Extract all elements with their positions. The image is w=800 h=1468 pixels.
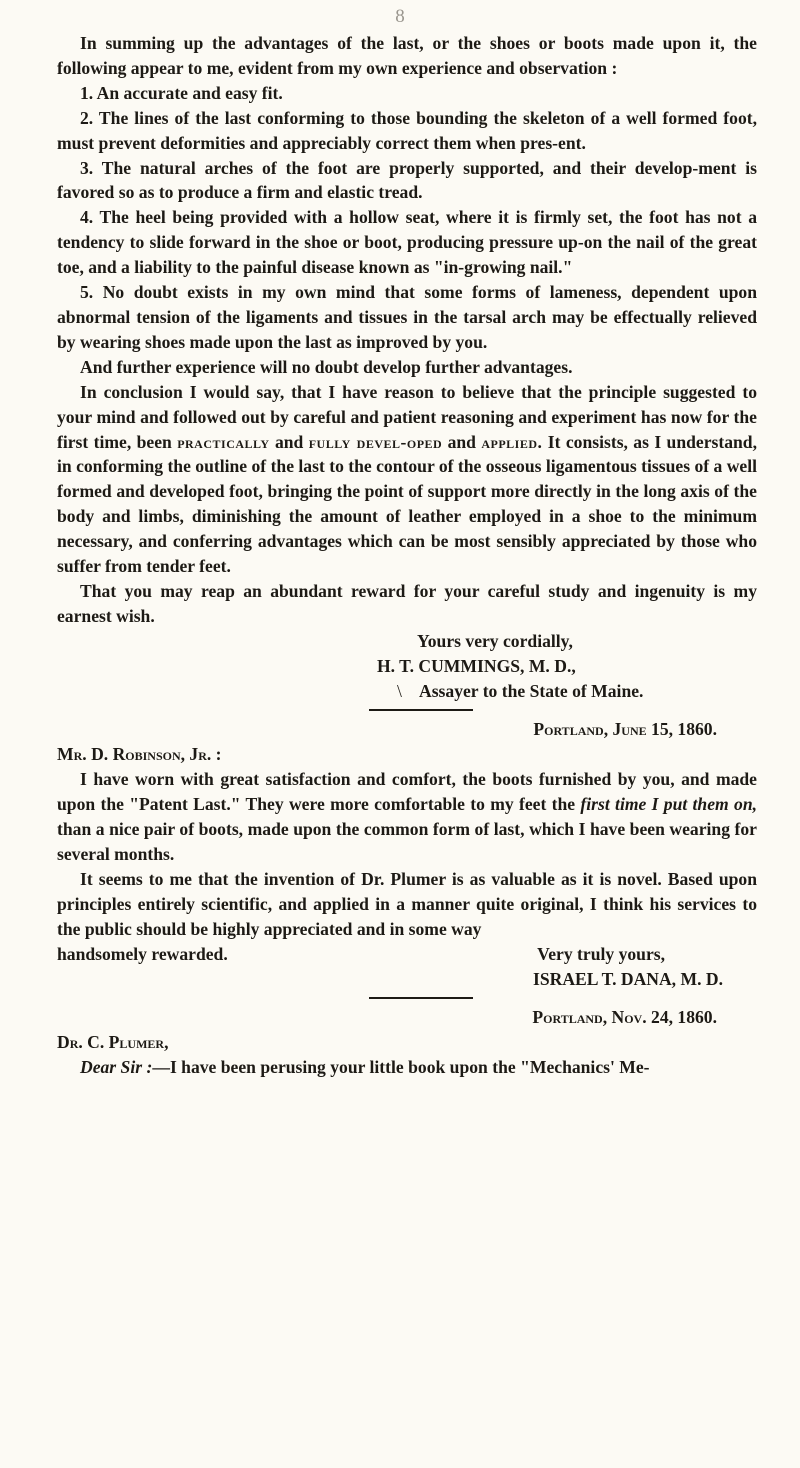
tick-mark: \ <box>397 680 402 701</box>
document-body <box>57 31 757 1080</box>
letter2-closing: Very truly yours, <box>537 943 665 964</box>
emphasis-practically: practically <box>177 431 270 452</box>
para1-text: I have worn with great satisfaction and comfort, the boots furnished by you, and made upon the "Patent Last." They were more comfortable to my feet the <box>57 769 757 815</box>
letter2-salutation: Mr. D. Robinson, Jr. : <box>57 744 222 765</box>
letter2-para1 <box>57 767 757 867</box>
emphasis-applied: applied. <box>481 431 543 452</box>
conclusion-text-b: It consists, as I understand, in conforming the outline of the last to the contour of the osseous ligamentous tissues of a well formed and developed foot, bringing the point of support more directly in the long axis of the body and limbs, diminishing the amount of leather employed in a shoe to the minimum necessary, and conferring advantages which can be most sensibly appreciated by those who suffer from tender feet. <box>57 431 757 577</box>
letter2-para2-end: handsomely rewarded. <box>57 943 228 964</box>
para1-text-b: than a nice pair of boots, made upon the common form of last, which I have been wearing for several months. <box>57 819 757 864</box>
letter1-signature: H. T. CUMMINGS, M. D., <box>377 655 576 676</box>
dear-sir: Dear Sir : <box>80 1057 153 1078</box>
list-item: And further experience will no doubt develop further advantages. <box>80 356 573 377</box>
letter1-wish: That you may reap an abundant reward for your careful study and ingenuity is my earnest wish. <box>57 580 757 626</box>
list-item: 4. The heel being provided with a hollow seat, where it is firmly set, the foot has not a tendency to slide forward in the shoe or boot, producing pressure up-on the nail of the great toe, and a liability to the painful disease known as "in-growing nail." <box>57 207 757 278</box>
list-item: 1. An accurate and easy fit. <box>80 82 283 103</box>
letter3-dateline: Portland, Nov. 24, 1860. <box>532 1007 717 1028</box>
page-number: 8 <box>395 6 405 27</box>
conclusion-text: In conclusion I would say, that I have reason to believe that the principle suggested to your mind and followed out by careful and patient reasoning and experiment has now for the first time, been <box>57 381 757 452</box>
list-item: 2. The lines of the last conforming to those bounding the skeleton of a well formed foot, must prevent deformities and appreciably correct them when pres-ent. <box>57 107 757 153</box>
list-item: 3. The natural arches of the foot are properly supported, and their develop-ment is favored so as to produce a firm and elastic tread. <box>57 157 757 203</box>
section-divider <box>369 997 473 999</box>
letter1-title <box>57 679 757 704</box>
letter2-signature: ISRAEL T. DANA, M. D. <box>533 968 723 989</box>
letter1-conclusion <box>57 380 757 579</box>
emphasis-fully-developed: fully devel-oped <box>308 431 443 452</box>
conclusion-and: and <box>447 431 476 452</box>
para1-italic: first time I put them on, <box>580 794 757 815</box>
letter1-closing: Yours very cordially, <box>417 630 573 651</box>
letter3-body: —I have been perusing your little book upon the "Mechanics' Me- <box>152 1057 650 1078</box>
letter2-para2: It seems to me that the invention of Dr. Plumer is as valuable as it is novel. Based upon principles entirely scientific, and applied in a manner quite original, I think his services to the public should be highly appreciated and in some way <box>57 868 757 939</box>
letter1-intro: In summing up the advantages of the last, or the shoes or boots made upon it, the following appear to me, evident from my own experience and observation : <box>57 33 757 78</box>
section-divider <box>369 709 473 711</box>
list-item: 5. No doubt exists in my own mind that some forms of lameness, dependent upon abnormal tension of the ligaments and tissues in the tarsal arch may be effectually relieved by wearing shoes made upon the last as improved by you. <box>57 282 757 352</box>
letter3-opening <box>57 1055 757 1080</box>
letter2-closing-row <box>57 942 757 967</box>
signatory-title: Assayer to the State of Maine. <box>419 680 644 701</box>
letter3-salutation: Dr. C. Plumer, <box>57 1032 169 1053</box>
conclusion-and: and <box>274 431 304 452</box>
letter2-dateline: Portland, June 15, 1860. <box>533 719 717 740</box>
